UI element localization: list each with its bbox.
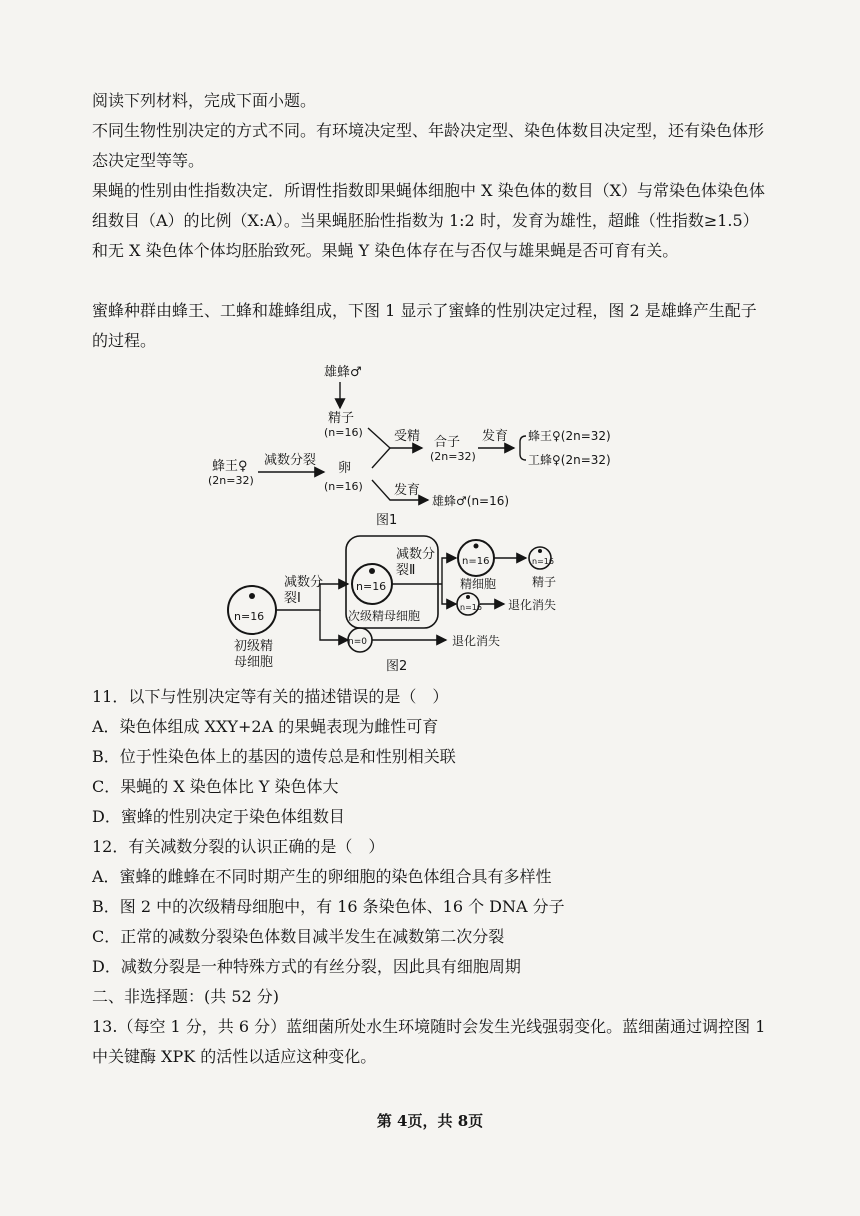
fig1-caption: 图1 [376,513,398,528]
fig2-primary-n: n=16 [234,610,265,623]
question-11-option-d[interactable]: D．蜜蜂的性别决定于染色体组数目 [92,807,345,826]
fig2-secondary-label: 次级精母细胞 [348,609,421,623]
fig2-meiosis1-a: 减数分 [284,575,324,590]
fig2-spermatid-nucleus [474,544,479,549]
fig2-spermatid-label: 精细胞 [460,577,497,591]
fig2-meiosis1-b: 裂Ⅰ [284,591,301,606]
question-12-option-b[interactable]: B．图 2 中的次级精母细胞中，有 16 条染色体、16 个 DNA 分子 [92,897,565,916]
fig2-primary-label-1: 初级精 [234,639,274,654]
fig1-egg: 卵 [338,461,352,476]
fig2-meiosis2-b: 裂Ⅱ [396,563,416,578]
fig2-meiosis2-a: 减数分 [396,547,436,562]
fig2-sperm-n: n=16 [532,557,554,566]
fig1-queen: 蜂王♀ [212,459,248,474]
figure-1-sex-determination [200,360,620,530]
material-paragraph-2: 果蝇的性别由性指数决定．所谓性指数即果蝇体细胞中 X 染色体的数目（X）与常染色体染色体组数目（A）的比例（X:A）。当果蝇胚胎性指数为 1:2 时，发育为雄性，超雌（性指数≥1.5）和无 X 染色体个体均胚胎致死。果蝇 Y 染色体存在与否仅与雄果蝇是否可育有关。 [92,181,765,260]
fig1-drone-out: 雄蜂♂(n=16) [432,494,510,508]
page-footer: 第 4页，共 8页 [376,1112,484,1130]
fig1-queen-out: 蜂王♀(2n=32) [528,429,611,443]
fig2-arrow-to-spermatid [442,558,456,584]
question-11-option-b[interactable]: B．位于性染色体上的基因的遗传总是和性别相关联 [92,747,456,766]
fig2-sperm-label: 精子 [532,575,557,589]
fig2-secondary-nucleus [369,568,375,574]
question-12-option-a[interactable]: A．蜜蜂的雌蜂在不同时期产生的卵细胞的染色体组合具有多样性 [92,867,552,886]
question-13-stem: 13.（每空 1 分，共 6 分）蓝细菌所处水生环境随时会发生光线强弱变化。蓝细菌通过调控图 1 中关键酶 XPK 的活性以适应这种变化。 [92,1017,766,1066]
fig1-sperm-n: (n=16) [324,426,363,439]
fig1-meiosis: 减数分裂 [264,453,317,468]
section-2-heading: 二、非选择题：(共 52 分) [92,987,280,1006]
fig1-develop-2: 发育 [394,483,421,498]
fig1-sperm: 精子 [328,411,355,426]
fig1-fertilize: 受精 [394,429,421,444]
fig1-develop-1: 发育 [482,429,509,444]
question-11-option-c[interactable]: C．果蝇的 X 染色体比 Y 染色体大 [92,777,339,796]
fig2-spermatid-n: n=16 [462,556,490,567]
fig1-queen-n: (2n=32) [208,474,254,487]
fig2-degen-n: n=16 [460,603,482,612]
fig1-worker-out: 工蜂♀(2n=32) [528,453,611,467]
fig2-degen-label-1: 退化消失 [508,598,557,612]
question-12-option-d[interactable]: D．减数分裂是一种特殊方式的有丝分裂，因此具有细胞周期 [92,957,521,976]
fig2-primary-nucleus [249,593,255,599]
fig2-arrow-to-degen [442,584,456,604]
fig2-sperm-nucleus [538,549,542,553]
fig1-drone-top: 雄蜂♂ [324,365,362,380]
fig2-arrow-to-zero [320,610,348,640]
fig1-merge-lines [368,428,390,468]
fig1-egg-n: (n=16) [324,480,363,493]
fig2-degen-label-2: 退化消失 [452,634,501,648]
material-paragraph-1: 不同生物性别决定的方式不同。有环境决定型、年龄决定型、染色体数目决定型，还有染色体形态决定型等等。 [92,121,765,170]
reading-instruction: 阅读下列材料，完成下面小题。 [92,91,317,110]
question-12-stem: 12．有关减数分裂的认识正确的是（ ） [92,837,385,856]
fig1-brace [520,436,526,460]
fig2-caption: 图2 [386,659,408,674]
fig2-degen-nucleus [466,595,470,599]
question-11-option-a[interactable]: A．染色体组成 XXY+2A 的果蝇表现为雌性可育 [92,717,439,736]
question-11-stem: 11．以下与性别决定等有关的描述错误的是（ ） [92,687,449,706]
fig2-zero-n: n=0 [348,637,367,647]
fig1-zygote: 合子 [434,435,461,450]
fig2-secondary-n: n=16 [356,580,387,593]
question-12-option-c[interactable]: C．正常的减数分裂染色体数目减半发生在减数第二次分裂 [92,927,505,946]
material-paragraph-3: 蜜蜂种群由蜂王、工蜂和雄蜂组成，下图 1 显示了蜜蜂的性别决定过程，图 2 是雄蜂产生配子的过程。 [92,301,757,350]
fig1-zygote-n: (2n=32) [430,450,476,463]
fig2-primary-label-2: 母细胞 [234,655,274,670]
figure-2-drone-gametogenesis [220,528,600,678]
